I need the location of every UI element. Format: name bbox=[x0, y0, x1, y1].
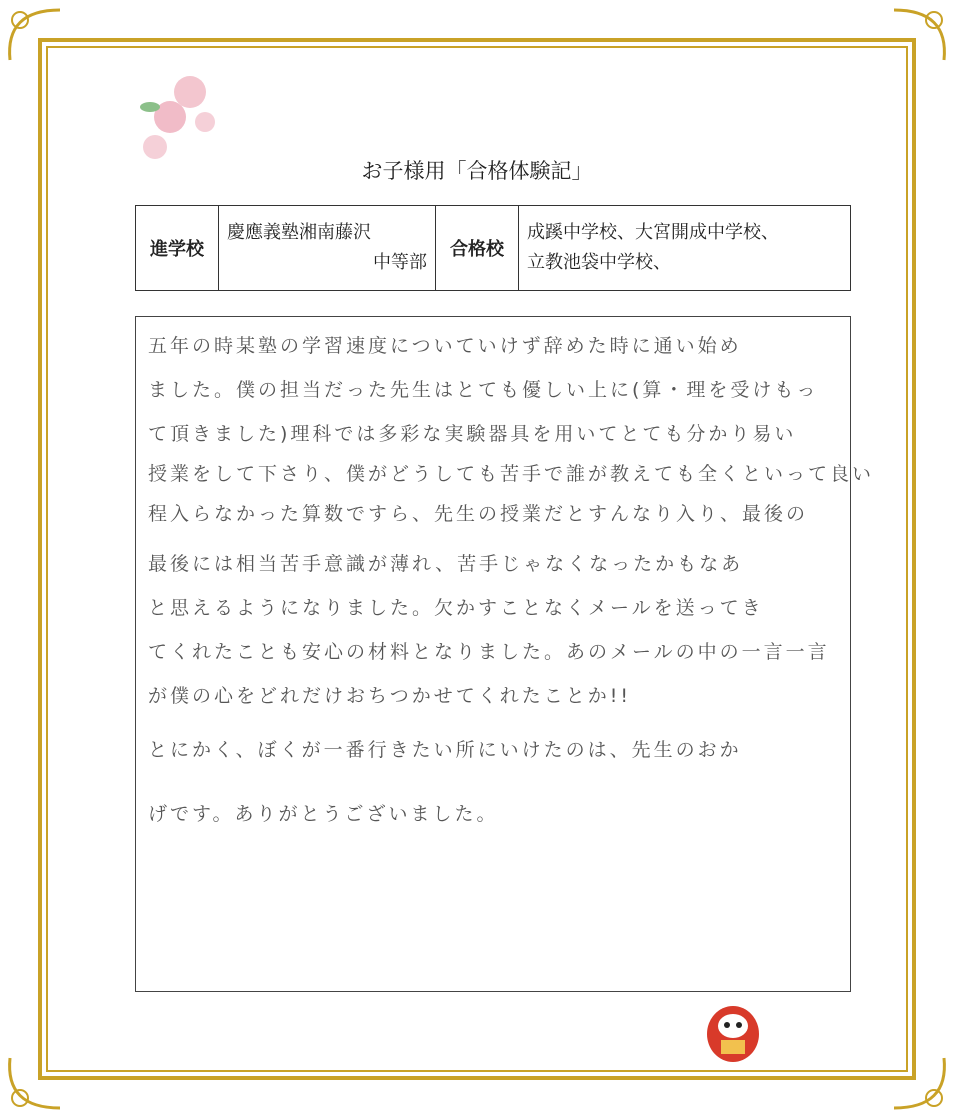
essay-line: ました。僕の担当だった先生はとても優しい上に(算・理を受けもっ bbox=[148, 379, 819, 401]
pass-label: 合格校 bbox=[436, 206, 519, 291]
essay-box bbox=[135, 316, 875, 992]
essay-line: てくれたことも安心の材料となりました。あのメールの中の一言一言 bbox=[148, 641, 830, 663]
ornament-icon bbox=[0, 0, 70, 70]
cherry-blossom-icon bbox=[130, 62, 240, 162]
ornament-icon bbox=[884, 1048, 954, 1118]
page-title: お子様用「合格体験記」 bbox=[361, 159, 593, 183]
essay-line: げです。ありがとうございました。 bbox=[148, 803, 499, 825]
essay-line: 程入らなかった算数ですら、先生の授業だとすんなり入り、最後の bbox=[148, 503, 809, 525]
daruma-icon bbox=[693, 1000, 773, 1066]
essay-line: 最後には相当苦手意識が薄れ、苦手じゃなくなったかもなあ bbox=[148, 553, 744, 575]
essay-line: 五年の時某塾の学習速度についていけず辞めた時に通い始め bbox=[148, 335, 742, 357]
school-label: 進学校 bbox=[136, 206, 219, 291]
school-table bbox=[135, 205, 851, 291]
ornament-icon bbox=[0, 1048, 70, 1118]
essay-line: 授業をして下さり、僕がどうしても苦手で誰が教えても全くといって良い bbox=[148, 463, 875, 485]
essay-line: と思えるようになりました。欠かすことなくメールを送ってき bbox=[148, 597, 764, 619]
essay-line: て頂きました)理科では多彩な実験器具を用いてとても分かり易い bbox=[148, 423, 797, 445]
pass-value: 成蹊中学校、大宮開成中学校、 立教池袋中学校、 bbox=[519, 206, 851, 291]
essay-line: とにかく、ぼくが一番行きたい所にいけたのは、先生のおか bbox=[148, 739, 742, 761]
school-value: 慶應義塾湘南藤沢 中等部 bbox=[219, 206, 436, 291]
ornament-icon bbox=[884, 0, 954, 70]
essay-line: が僕の心をどれだけおちつかせてくれたことか!! bbox=[148, 685, 632, 707]
